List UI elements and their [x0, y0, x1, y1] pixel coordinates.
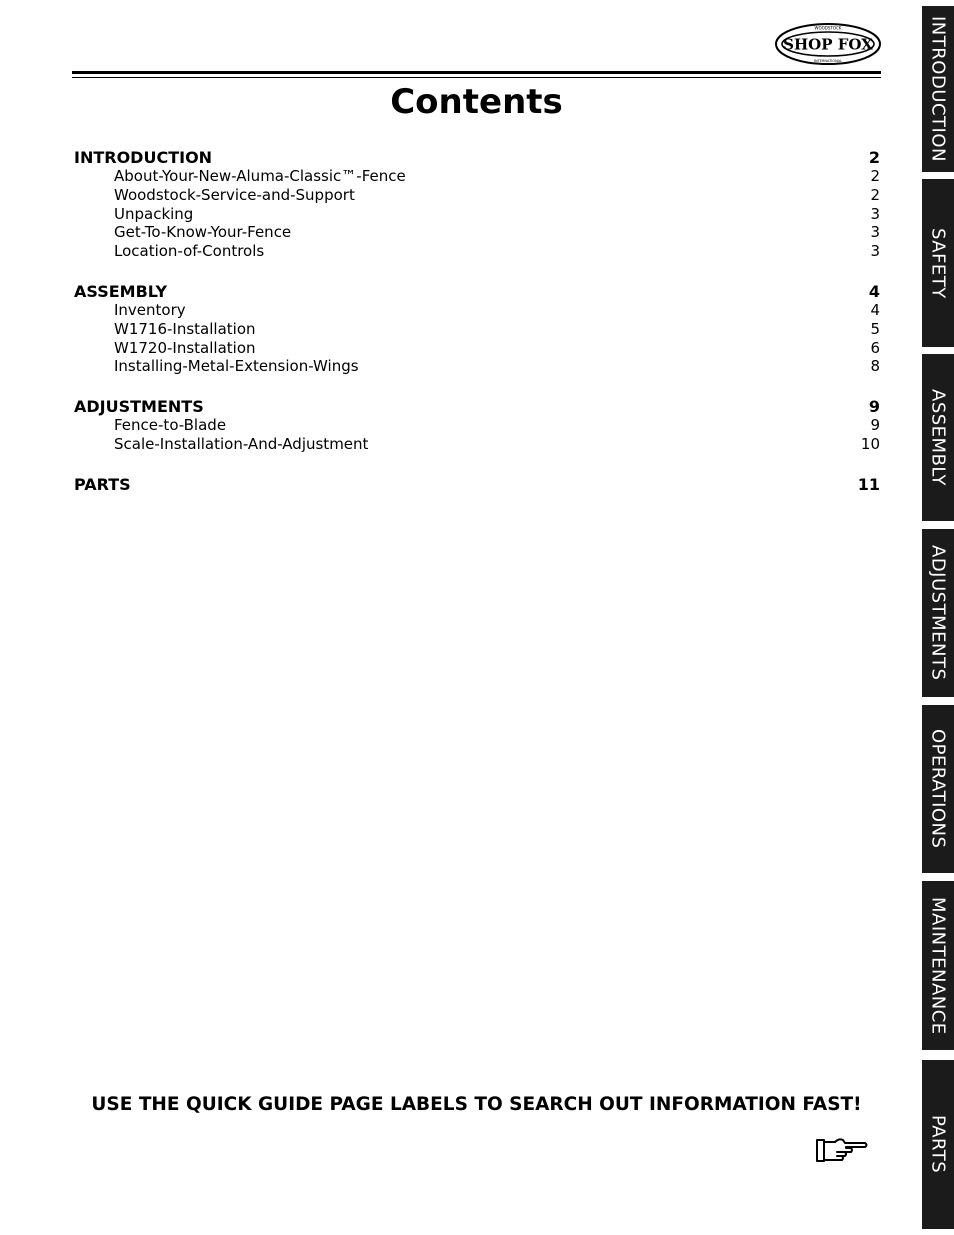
toc-entry[interactable]	[74, 357, 880, 376]
table-of-contents	[74, 148, 880, 515]
quick-guide-tabs	[922, 0, 954, 1235]
toc-entry-page-number: 3	[870, 204, 880, 223]
toc-entry-label: Inventory	[114, 300, 186, 319]
toc-section-page-number: 2	[868, 148, 880, 167]
toc-section	[74, 475, 880, 494]
toc-entry-page-number: 3	[870, 223, 880, 242]
svg-text:SHOP FOX: SHOP FOX	[783, 35, 873, 54]
toc-entry[interactable]	[74, 205, 880, 224]
pointing-hand-icon	[815, 1134, 869, 1166]
toc-entry[interactable]	[74, 339, 880, 358]
toc-section	[74, 148, 880, 261]
tab-safety[interactable]	[922, 179, 954, 347]
toc-entry[interactable]	[74, 242, 880, 261]
toc-section-heading: ASSEMBLY	[74, 281, 168, 301]
toc-entry-label: Unpacking	[114, 204, 194, 223]
toc-entry-label: Location-of-Controls	[114, 242, 265, 261]
toc-section-heading-row[interactable]	[74, 397, 880, 416]
toc-entry[interactable]	[74, 186, 880, 205]
toc-entry-label: Get-To-Know-Your-Fence	[114, 223, 292, 242]
page-title: Contents	[390, 82, 563, 122]
svg-text:INTERNATIONAL: INTERNATIONAL	[813, 59, 843, 63]
toc-entry-label: Scale-Installation-And-Adjustment	[114, 434, 369, 453]
header-rule-thin	[72, 77, 881, 78]
svg-text:WOODSTOCK: WOODSTOCK	[814, 25, 842, 31]
toc-entry-label: Fence-to-Blade	[114, 416, 227, 435]
toc-entry-page-number: 4	[870, 300, 880, 319]
toc-entry[interactable]	[74, 301, 880, 320]
tab-label: MAINTENANCE	[927, 896, 949, 1035]
toc-entry-label: Installing-Metal-Extension-Wings	[114, 357, 359, 376]
toc-entry[interactable]	[74, 435, 880, 454]
toc-section-heading: ADJUSTMENTS	[74, 397, 204, 417]
toc-section-heading-row[interactable]	[74, 475, 880, 494]
toc-entry-page-number: 9	[870, 416, 880, 435]
toc-entry-page-number: 2	[870, 185, 880, 204]
tab-operations[interactable]	[922, 705, 954, 873]
toc-section-heading: PARTS	[74, 474, 131, 494]
toc-section-heading: INTRODUCTION	[74, 148, 213, 167]
toc-entry-label: W1720-Installation	[114, 338, 256, 357]
tab-label: ASSEMBLY	[927, 388, 949, 487]
shop-fox-logo	[774, 22, 882, 66]
tab-adjustments[interactable]	[922, 529, 954, 697]
tab-label: ADJUSTMENTS	[927, 545, 949, 681]
tab-label: PARTS	[927, 1115, 949, 1174]
tab-assembly[interactable]	[922, 354, 954, 521]
toc-entry-label: About-Your-New-Aluma-Classic™-Fence	[114, 167, 406, 185]
toc-section	[74, 282, 880, 376]
toc-entry[interactable]	[74, 320, 880, 339]
toc-entry[interactable]	[74, 223, 880, 242]
tab-maintenance[interactable]	[922, 881, 954, 1050]
tab-introduction[interactable]	[922, 6, 954, 172]
toc-entry-label: W1716-Installation	[114, 319, 256, 338]
toc-section-page-number: 4	[868, 281, 880, 301]
quick-guide-note: USE THE QUICK GUIDE PAGE LABELS TO SEARCH OUT INFORMATION FAST!	[91, 1094, 862, 1115]
toc-section-page-number: 11	[857, 474, 880, 494]
toc-entry-page-number: 5	[870, 319, 880, 338]
header-rule-thick	[72, 71, 881, 74]
toc-entry-page-number: 10	[860, 434, 880, 453]
toc-section-page-number: 9	[868, 397, 880, 417]
toc-entry-label: Woodstock-Service-and-Support	[114, 185, 355, 204]
toc-section-heading-row[interactable]	[74, 282, 880, 301]
tab-label: SAFETY	[927, 227, 949, 299]
tab-label: OPERATIONS	[927, 729, 949, 849]
toc-entry[interactable]	[74, 416, 880, 435]
tab-parts[interactable]	[922, 1060, 954, 1229]
tab-label: INTRODUCTION	[927, 16, 949, 162]
toc-entry[interactable]	[74, 167, 880, 186]
toc-entry-page-number: 8	[870, 357, 880, 376]
toc-section-heading-row[interactable]	[74, 148, 880, 167]
toc-entry-page-number: 2	[870, 167, 880, 185]
toc-entry-page-number: 6	[870, 338, 880, 357]
toc-entry-page-number: 3	[870, 242, 880, 261]
toc-section	[74, 397, 880, 454]
